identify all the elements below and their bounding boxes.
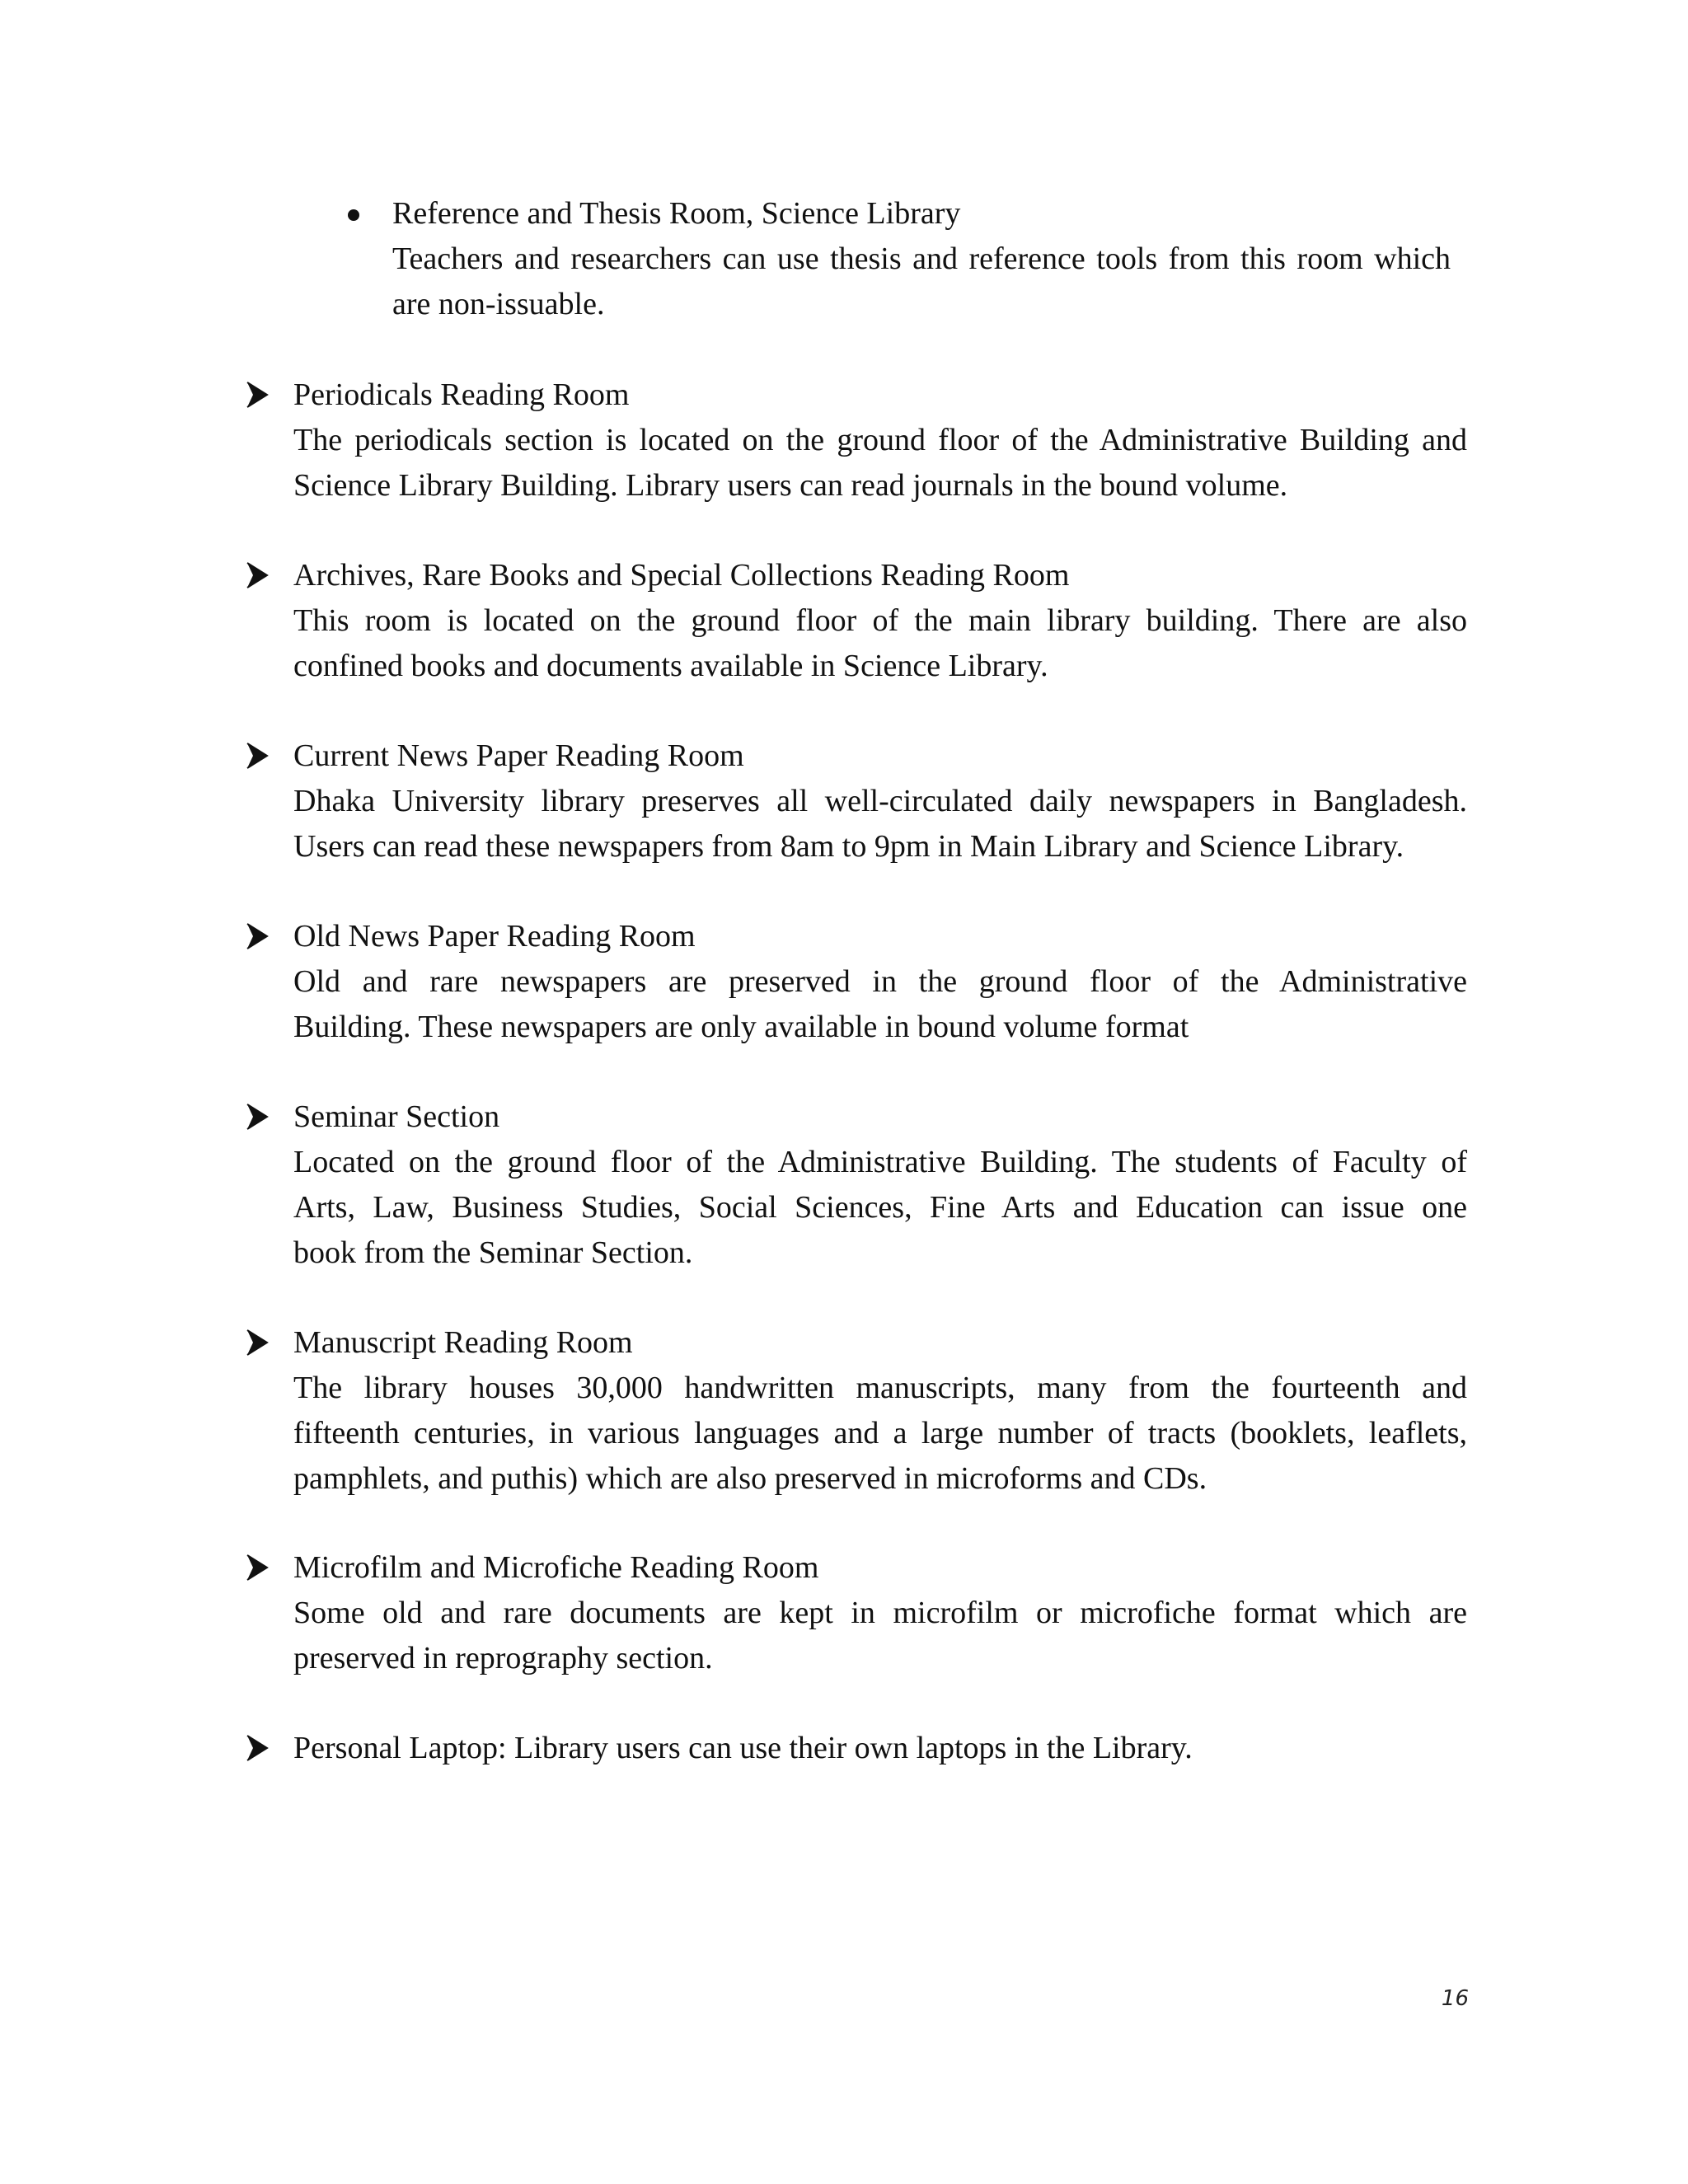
arrow-bullet-icon (246, 1554, 269, 1582)
body-line: Dhaka University library preserves all well-circulated daily newspapers in Bangladesh. (293, 784, 1467, 818)
arrow-bullet-icon (246, 1329, 269, 1357)
body-line: Teachers and researchers can use thesis and reference tools from this room which (392, 241, 1451, 276)
section-heading: Archives, Rare Books and Special Collections Reading Room (293, 558, 1070, 593)
section-microfilm (293, 1545, 1467, 1681)
bullet-item-reference-thesis (392, 191, 1451, 327)
section-heading: Manuscript Reading Room (293, 1325, 633, 1360)
section-heading: Reference and Thesis Room, Science Library (392, 196, 961, 231)
body-line: Arts, Law, Business Studies, Social Sciences, Fine Arts and Education can issue one (293, 1190, 1467, 1225)
section-archives (293, 553, 1467, 689)
body-line: confined books and documents available in Science Library. (293, 649, 1048, 683)
body-line: Located on the ground floor of the Administrative Building. The students of Faculty of (293, 1145, 1467, 1179)
section-current-news-paper (293, 733, 1467, 869)
section-heading: Current News Paper Reading Room (293, 738, 744, 773)
body-line: The periodicals section is located on the ground floor of the Administrative Building and (293, 423, 1467, 457)
section-periodicals (293, 373, 1467, 509)
arrow-bullet-icon (246, 381, 269, 409)
body-line: Science Library Building. Library users can read journals in the bound volume. (293, 468, 1288, 503)
body-line: pamphlets, and puthis) which are also preserved in microforms and CDs. (293, 1461, 1207, 1496)
body-line: are non-issuable. (392, 287, 605, 321)
section-seminar (293, 1094, 1467, 1276)
body-line: preserved in reprography section. (293, 1641, 713, 1675)
arrow-bullet-icon (246, 1103, 269, 1131)
section-heading: Periodicals Reading Room (293, 377, 630, 412)
bullet-dot-icon (348, 209, 359, 221)
body-line: book from the Seminar Section. (293, 1235, 693, 1270)
arrow-bullet-icon (246, 742, 269, 770)
page-number: 16 (1441, 1986, 1469, 2011)
arrow-bullet-icon (246, 561, 269, 589)
body-line: Old and rare newspapers are preserved in the ground floor of the Administrative (293, 964, 1467, 999)
body-line: Building. These newspapers are only available in bound volume format (293, 1010, 1189, 1044)
section-heading: Microfilm and Microfiche Reading Room (293, 1550, 819, 1585)
arrow-bullet-icon (246, 1734, 269, 1762)
section-manuscript (293, 1320, 1467, 1502)
body-line: This room is located on the ground floor of the main library building. There are also (293, 603, 1467, 638)
body-line: Some old and rare documents are kept in microfilm or microfiche format which are (293, 1596, 1467, 1630)
body-line: Users can read these newspapers from 8am to 9pm in Main Library and Science Library. (293, 829, 1404, 864)
body-line: The library houses 30,000 handwritten manuscripts, many from the fourteenth and (293, 1371, 1467, 1405)
section-old-news-paper (293, 914, 1467, 1050)
section-personal-laptop (293, 1726, 1467, 1771)
section-heading: Old News Paper Reading Room (293, 919, 696, 954)
section-heading: Seminar Section (293, 1099, 500, 1134)
body-line: fifteenth centuries, in various languages and a large number of tracts (booklets, leaflets, (293, 1416, 1467, 1451)
arrow-bullet-icon (246, 922, 269, 950)
section-heading: Personal Laptop: Library users can use their own laptops in the Library. (293, 1731, 1193, 1765)
